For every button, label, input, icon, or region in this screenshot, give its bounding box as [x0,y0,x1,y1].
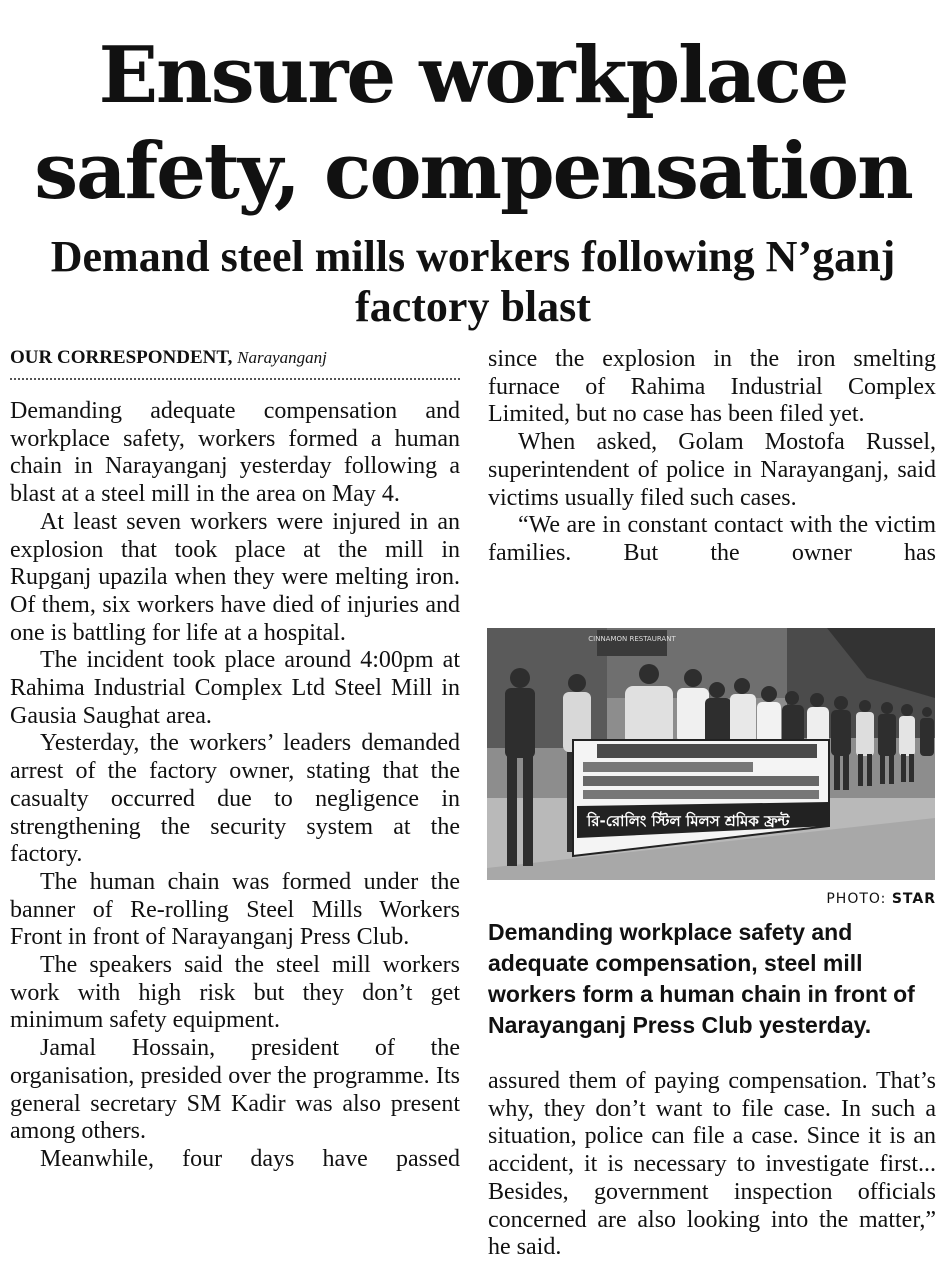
article-column-left [10,398,460,1174]
headline: Ensure workplace safety, compensation [34,30,912,217]
article-column-right-bottom [488,1068,936,1262]
article-paragraph: The incident took place around 4:00pm at Rahima Industrial Complex Ltd Steel Mill in Gausia Saughat area. [10,647,460,729]
byline [10,346,460,380]
human-chain-photo [487,628,935,880]
photo-credit [488,891,936,907]
article-paragraph: When asked, Golam Mostofa Russel, superintendent of police in Narayanganj, said victims usually filed such cases. [488,429,936,511]
article-paragraph: Demanding adequate compensation and workplace safety, workers formed a human chain in Narayanganj yesterday following a blast at a steel mill in the area on May 4. [10,398,460,508]
article-paragraph: Meanwhile, four days have passed [40,1145,460,1172]
byline-name: OUR CORRESPONDENT, [10,347,233,368]
article-paragraph: Jamal Hossain, president of the organisation, presided over the programme. Its general secretary SM Kadir was also present among others. [10,1035,460,1145]
article-paragraph: At least seven workers were injured in an explosion that took place at the mill in Rupganj upazila when they were melting iron. Of them, six workers have died of injuries and one is battling for life at a hospital. [10,508,460,646]
subheadline: Demand steel mills workers following N’ganj factory blast [50,232,896,331]
article-paragraph: assured them of paying compensation. That’s why, they don’t want to file case. In such a situation, police can file a case. Since it is an accident, it is necessary to investigate first... Besides, government inspection officials concerned are also looking into the matter,” he said. [488,1068,936,1261]
photo-credit-source: STAR [891,891,936,907]
article-paragraph: “We are in constant contact with the victim families. But the owner has [488,512,936,566]
photo-caption: Demanding workplace safety and adequate compensation, steel mill workers form a human chain in front of Narayanganj Press Club yesterday. [488,919,915,1038]
banner-text: রি-রোলিং স্টিল মিলস শ্রমিক ফ্রন্ট [587,812,790,830]
photo-credit-prefix: PHOTO: [826,891,892,907]
restaurant-sign-text: CINNAMON RESTAURANT [588,635,676,643]
article-paragraph: The human chain was formed under the banner of Re-rolling Steel Mills Workers Front in front of Narayanganj Press Club. [10,868,460,951]
article-paragraph: since the explosion in the iron smelting furnace of Rahima Industrial Complex Limited, but no case has been filed yet. [488,346,936,428]
article-paragraph: Yesterday, the workers’ leaders demanded arrest of the factory owner, stating that the casualty occurred due to negligence in strengthening the security system at the factory. [10,730,460,868]
article-paragraph: The speakers said the steel mill workers work with high risk but they don’t get minimum safety equipment. [10,952,460,1034]
news-photo [487,628,935,880]
byline-place: Narayanganj [237,348,327,367]
article-column-right-top [488,346,936,568]
